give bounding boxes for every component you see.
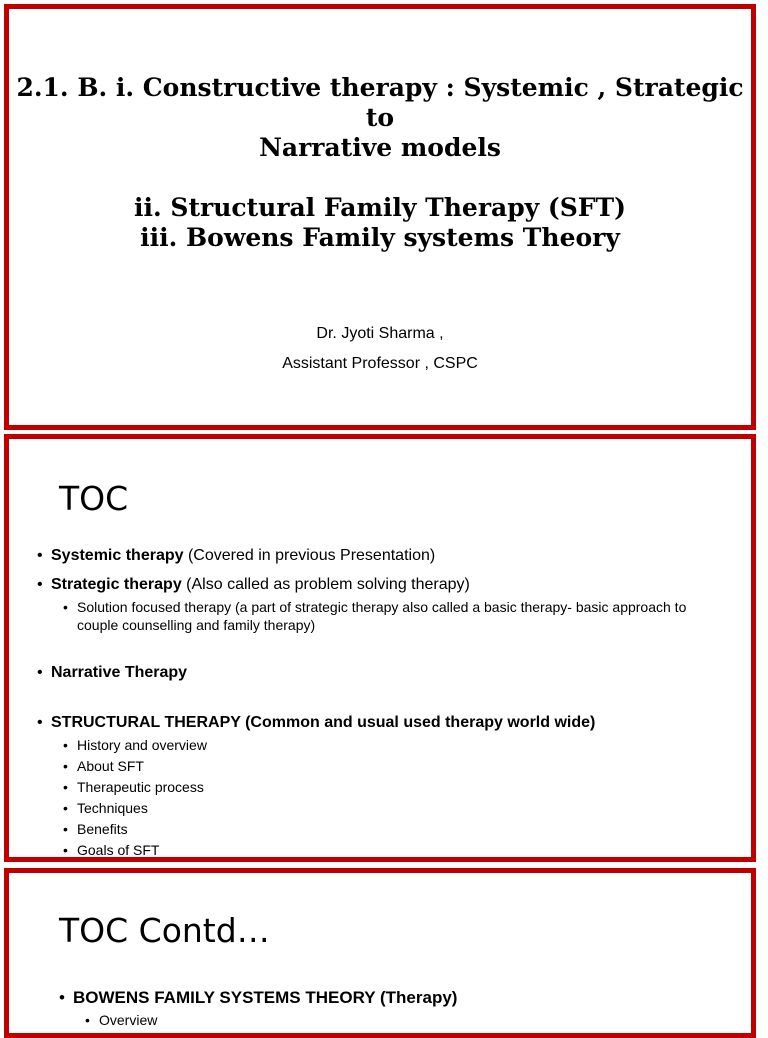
title-line-2: Narrative models bbox=[259, 133, 501, 162]
sub-list bbox=[73, 1011, 731, 1029]
title-line-4: iii. Bowens Family systems Theory bbox=[140, 223, 620, 252]
list-item bbox=[57, 987, 731, 1029]
item-note: (Also called as problem solving therapy) bbox=[181, 576, 470, 593]
item-heading: BOWENS FAMILY SYSTEMS THEORY (Therapy) bbox=[73, 988, 458, 1007]
sub-list-item: • History and overview bbox=[51, 736, 731, 754]
presentation-title bbox=[9, 73, 751, 253]
toc-list bbox=[35, 545, 731, 862]
sub-list-item: • Techniques bbox=[51, 799, 731, 817]
sub-list-item: • Overview bbox=[73, 1011, 731, 1029]
author-position: Assistant Professor , CSPC bbox=[282, 355, 478, 372]
title-slide bbox=[4, 4, 756, 430]
sub-list-item: • Therapeutic process bbox=[51, 778, 731, 796]
item-heading: Narrative Therapy bbox=[51, 664, 188, 681]
sub-list bbox=[51, 598, 731, 634]
toc-slide bbox=[4, 434, 756, 862]
item-note: (Covered in previous Presentation) bbox=[183, 547, 436, 564]
sub-list-item: • Solution focused therapy (a part of strategic therapy also called a basic therapy- basic approach to couple counselling and family therapy) bbox=[51, 598, 731, 634]
item-heading: Systemic therapy bbox=[51, 547, 184, 564]
toc-list bbox=[57, 987, 731, 1036]
sub-list-item: • Benefits bbox=[51, 820, 731, 838]
list-item bbox=[35, 574, 731, 634]
list-item bbox=[35, 662, 731, 684]
author-block bbox=[9, 319, 751, 379]
slide-title: TOC Contd… bbox=[59, 911, 270, 950]
list-item bbox=[35, 545, 731, 567]
item-heading: STRUCTURAL THERAPY (Common and usual used therapy world wide) bbox=[51, 714, 596, 731]
list-item bbox=[35, 712, 731, 859]
sub-list-item: • Goals of SFT bbox=[51, 841, 731, 859]
sub-list bbox=[51, 736, 731, 859]
title-line-1: 2.1. B. i. Constructive therapy : Systemic , Strategic to bbox=[16, 73, 744, 132]
item-heading: Strategic therapy bbox=[51, 576, 182, 593]
sub-list-item: • About SFT bbox=[51, 757, 731, 775]
author-name: Dr. Jyoti Sharma , bbox=[316, 325, 444, 342]
toc-contd-slide bbox=[4, 868, 756, 1038]
title-line-3: ii. Structural Family Therapy (SFT) bbox=[134, 193, 626, 222]
slide-title: TOC bbox=[59, 479, 129, 518]
